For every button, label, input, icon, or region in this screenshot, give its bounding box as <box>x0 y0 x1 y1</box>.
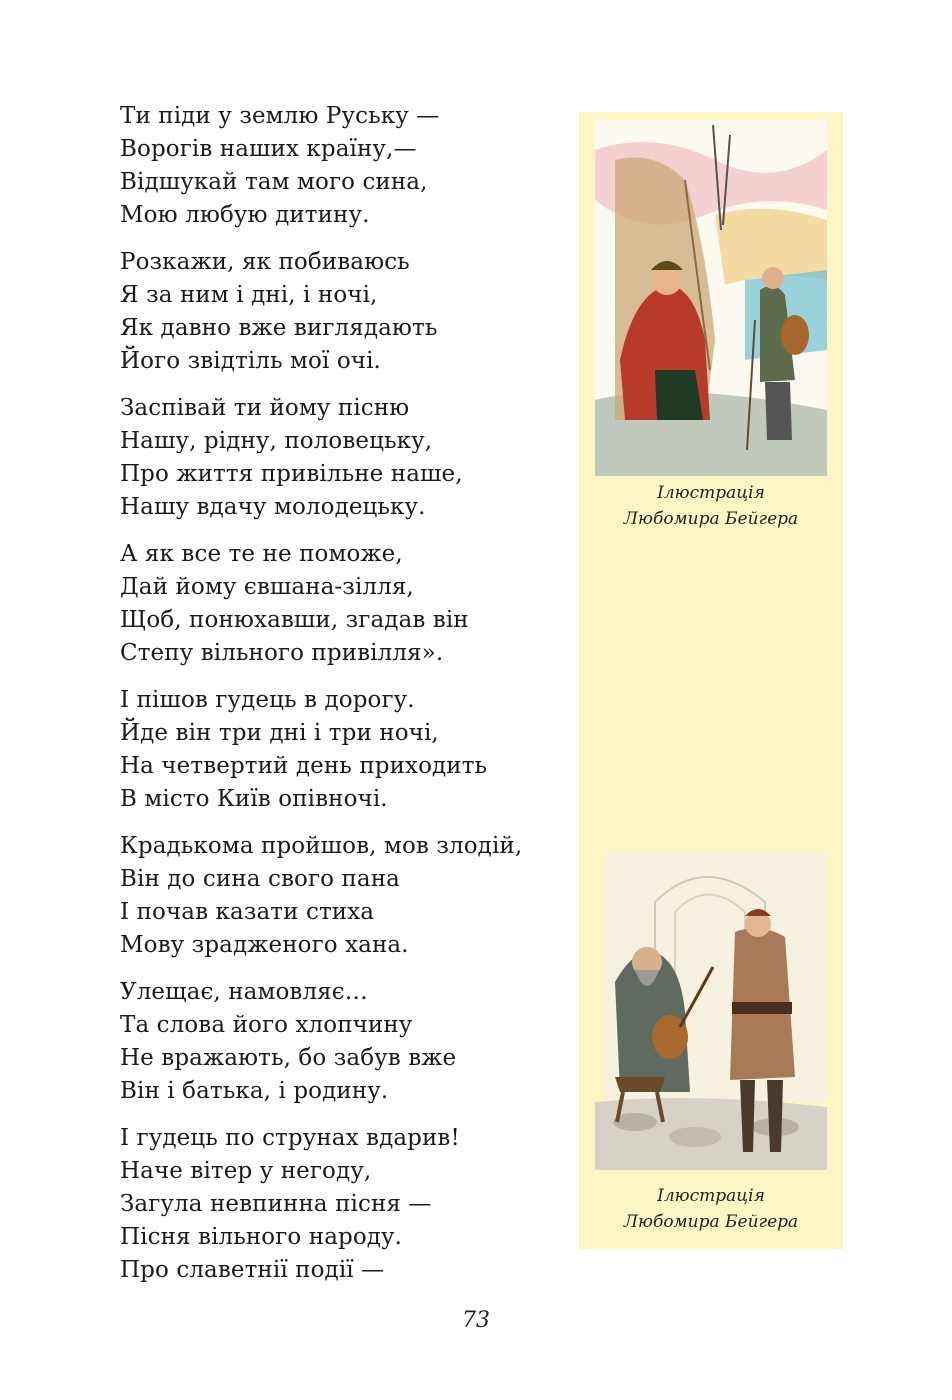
poem-line: Мову зрадженого хана. <box>120 932 409 958</box>
poem-line: Улещає, намовляє… <box>120 979 368 1005</box>
caption-line: Любомира Бейгера <box>623 509 799 529</box>
poem-line: Та слова його хлопчину <box>120 1012 413 1038</box>
illustration-sidebar <box>579 112 843 1249</box>
illustration-caption <box>579 480 843 532</box>
stanza <box>120 830 560 962</box>
caption-line: Ілюстрація <box>657 483 765 503</box>
stanza <box>120 684 560 816</box>
poem-line: Наче вітер у негоду, <box>120 1158 372 1184</box>
poem-line: Відшукай там мого сина, <box>120 169 428 195</box>
poem-line: В місто Київ опівночі. <box>120 786 388 812</box>
poem-line: Загула невпинна пісня — <box>120 1191 432 1217</box>
poem-line: Нашу вдачу молодецьку. <box>120 494 426 520</box>
poem-line: Ворогів наших країну,— <box>120 136 417 162</box>
poem-line: Щоб, понюхавши, згадав він <box>120 607 469 633</box>
poem-line: Його звідтіль мої очі. <box>120 348 381 374</box>
stanza <box>120 538 560 670</box>
stanza <box>120 1122 560 1287</box>
poem-line: На четвертий день приходить <box>120 753 488 779</box>
caption-line: Любомира Бейгера <box>623 1212 799 1232</box>
illustration-khan-and-gudets <box>595 120 827 476</box>
poem-line: Заспівай ти йому пісню <box>120 395 410 421</box>
poem-line: Я за ним і дні, і ночі, <box>120 282 378 308</box>
stanza <box>120 392 560 524</box>
poem-line: Як давно вже виглядають <box>120 315 438 341</box>
poem-text <box>120 100 560 1301</box>
stanza <box>120 246 560 378</box>
poem-line: І гудець по струнах вдарив! <box>120 1125 460 1151</box>
poem-line: Пісня вільного народу. <box>120 1224 403 1250</box>
poem-line: Нашу, рідну, половецьку, <box>120 428 433 454</box>
illustration-caption <box>579 1183 843 1235</box>
poem-line: Він до сина свого пана <box>120 866 400 892</box>
poem-line: І почав казати стиха <box>120 899 375 925</box>
page-number: 73 <box>462 1308 490 1333</box>
poem-line: Про життя привільне наше, <box>120 461 463 487</box>
illustration-gudets-and-son <box>595 852 827 1170</box>
poem-line: І пішов гудець в дорогу. <box>120 687 415 713</box>
stanza <box>120 976 560 1108</box>
stanza <box>120 100 560 232</box>
caption-line: Ілюстрація <box>657 1186 765 1206</box>
poem-line: Він і батька, і родину. <box>120 1078 389 1104</box>
poem-line: Мою любую дитину. <box>120 202 370 228</box>
poem-line: Степу вільного привілля». <box>120 640 444 666</box>
poem-line: Про славетнії події — <box>120 1257 385 1283</box>
poem-line: А як все те не поможе, <box>120 541 403 567</box>
poem-line: Йде він три дні і три ночі, <box>120 720 439 746</box>
poem-line: Розкажи, як побиваюсь <box>120 249 410 275</box>
poem-line: Крадькома пройшов, мов злодій, <box>120 833 523 859</box>
poem-line: Дай йому євшана-зілля, <box>120 574 414 600</box>
poem-line: Ти піди у землю Руську — <box>120 103 440 129</box>
poem-line: Не вражають, бо забув вже <box>120 1045 457 1071</box>
